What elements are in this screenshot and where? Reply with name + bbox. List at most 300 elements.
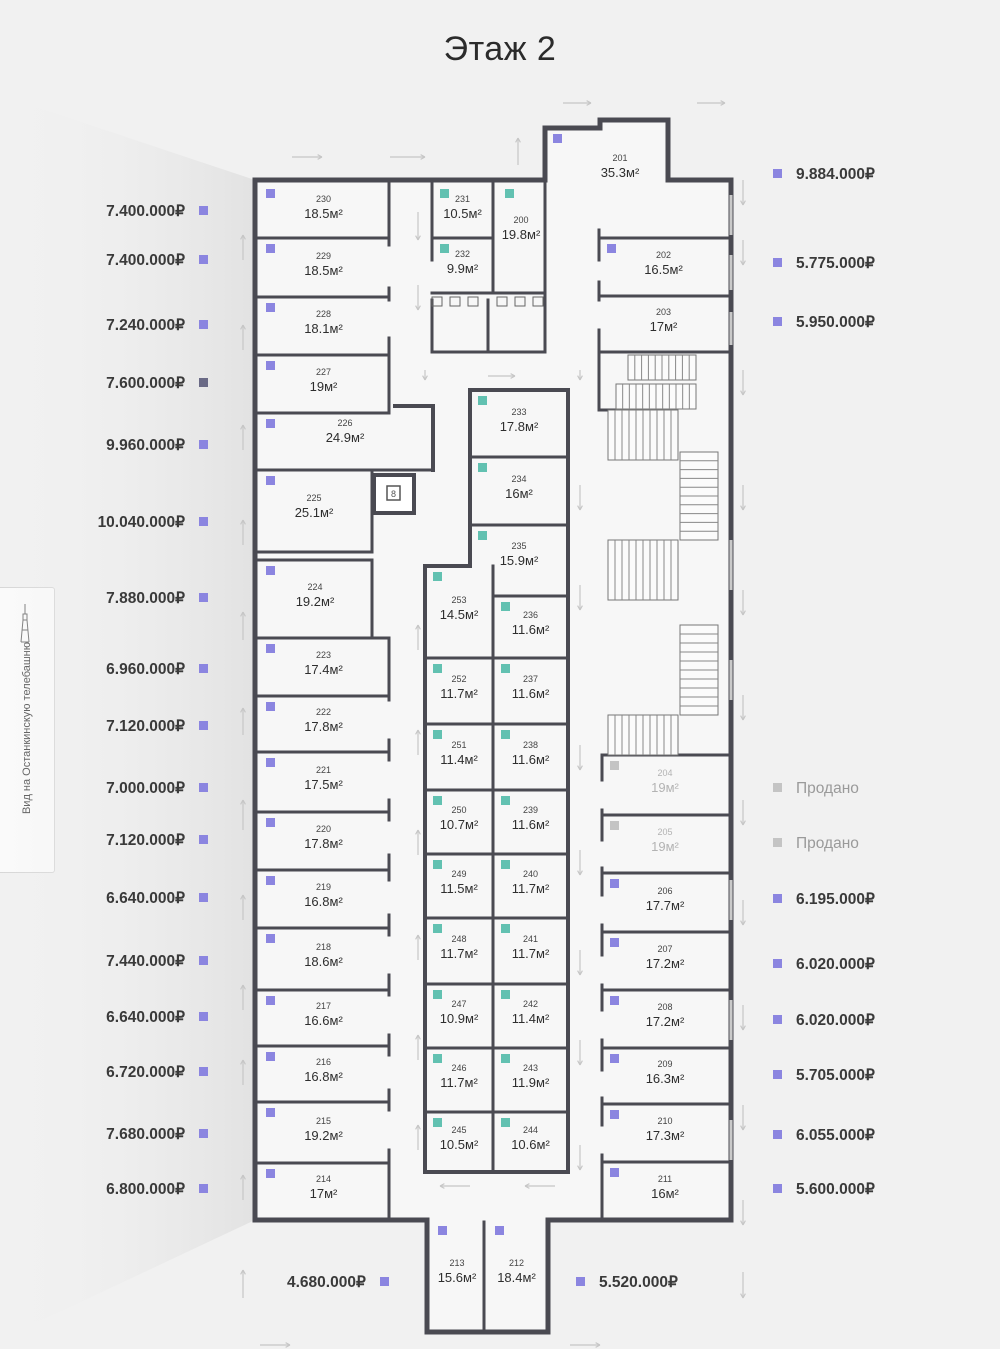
room-number: 253 [451, 595, 467, 605]
room-232[interactable] [432, 238, 493, 293]
room-number: 237 [522, 674, 539, 684]
room-206[interactable] [602, 873, 728, 932]
room-area: 19м² [651, 780, 679, 795]
price-room-229[interactable] [106, 251, 208, 270]
room-status-marker [266, 702, 275, 711]
price-text: 9.884.000₽ [796, 166, 875, 183]
room-area: 17м² [309, 1186, 338, 1201]
price-text: 7.880.000₽ [106, 590, 185, 607]
room-248[interactable] [425, 918, 493, 984]
price-room-202[interactable] [773, 254, 875, 273]
room-area: 11.5м² [440, 881, 478, 896]
floor-title: Этаж 2 [443, 30, 557, 68]
room-status-marker [266, 303, 275, 312]
room-area: 18.4м² [497, 1270, 536, 1285]
room-area: 17.2м² [645, 956, 685, 971]
room-area: 24.9м² [325, 430, 365, 445]
room-area: 10.5м² [439, 1137, 479, 1152]
room-status-marker [501, 602, 510, 611]
price-room-228[interactable] [106, 316, 208, 335]
room-status-marker [266, 361, 275, 370]
room-status-marker [266, 1169, 275, 1178]
room-number: 226 [337, 418, 353, 428]
room-area: 11.6м² [511, 686, 550, 701]
room-number: 224 [307, 582, 323, 592]
status-square-icon [773, 317, 782, 326]
status-square-icon [773, 1070, 782, 1079]
room-243[interactable] [493, 1048, 568, 1112]
room-number: 210 [657, 1116, 673, 1126]
room-area: 35.3м² [600, 165, 640, 180]
room-status-marker [266, 818, 275, 827]
price-text: 6.800.000₽ [106, 1181, 185, 1198]
room-247[interactable] [425, 984, 493, 1048]
room-area: 16.8м² [304, 894, 343, 909]
status-square-icon [199, 593, 208, 602]
room-area: 15.6м² [437, 1270, 477, 1285]
price-text: 6.640.000₽ [106, 1009, 185, 1026]
room-number: 218 [315, 942, 332, 952]
price-text: 4.680.000₽ [287, 1274, 366, 1291]
room-246[interactable] [425, 1048, 493, 1112]
price-room-230[interactable] [106, 202, 208, 221]
room-number: 217 [315, 1001, 332, 1011]
room-number: 211 [657, 1173, 673, 1184]
room-area: 11.4м² [511, 1011, 550, 1026]
price-text: 7.240.000₽ [106, 317, 185, 334]
room-231[interactable] [432, 183, 493, 238]
room-number: 202 [655, 250, 672, 260]
room-number: 252 [451, 674, 467, 684]
room-area: 17.5м² [304, 777, 343, 792]
room-status-marker [553, 134, 562, 143]
room-area: 11.7м² [440, 686, 478, 701]
price-text: 9.960.000₽ [106, 437, 185, 454]
room-249[interactable] [425, 854, 493, 918]
room-229[interactable] [258, 238, 389, 297]
room-area: 11.7м² [440, 1075, 478, 1090]
room-number: 214 [315, 1174, 332, 1184]
price-text: 6.640.000₽ [106, 890, 185, 907]
room-status-marker [433, 730, 442, 739]
room-area: 11.7м² [440, 946, 478, 961]
price-text: 6.195.000₽ [796, 891, 875, 908]
room-status-marker [610, 938, 619, 947]
price-room-208[interactable] [773, 1011, 875, 1030]
room-area: 11.7м² [511, 946, 550, 961]
room-203[interactable] [599, 296, 728, 352]
price-text: 7.120.000₽ [106, 832, 185, 849]
room-status-marker [433, 860, 442, 869]
room-210[interactable] [602, 1104, 728, 1162]
price-text: 5.950.000₽ [796, 314, 875, 331]
room-area: 10.6м² [511, 1137, 550, 1152]
room-area: 17.8м² [499, 418, 539, 434]
room-number: 236 [522, 610, 539, 620]
room-225[interactable] [258, 470, 372, 552]
room-status-marker [610, 1110, 619, 1119]
room-240[interactable] [493, 854, 568, 918]
room-status-marker [478, 531, 487, 540]
room-area: 19.2м² [304, 1127, 343, 1143]
room-area: 17.2м² [645, 1014, 685, 1029]
price-text: 7.120.000₽ [106, 718, 185, 735]
room-status-marker [501, 1118, 510, 1127]
room-area: 18.5м² [304, 262, 343, 278]
room-number: 222 [315, 707, 332, 717]
room-number: 203 [655, 307, 672, 317]
room-area: 16.5м² [644, 262, 683, 277]
status-square-icon [773, 258, 782, 267]
room-status-marker [505, 189, 514, 198]
room-number: 205 [657, 827, 673, 837]
room-area: 16м² [651, 1185, 679, 1201]
room-number: 220 [315, 824, 332, 834]
status-square-icon [199, 1184, 208, 1193]
price-room-220[interactable] [106, 831, 208, 850]
price-room-201[interactable] [773, 165, 875, 184]
room-251[interactable] [425, 724, 493, 790]
room-number: 209 [657, 1059, 673, 1069]
room-area: 17.8м² [304, 836, 343, 851]
price-room-227[interactable] [106, 374, 208, 393]
room-213[interactable] [430, 1220, 484, 1330]
room-status-marker [433, 572, 442, 581]
price-text: 7.000.000₽ [106, 780, 185, 797]
room-number: 229 [315, 250, 332, 261]
room-number: 241 [522, 934, 539, 944]
price-room-206[interactable] [773, 890, 875, 909]
room-200[interactable] [497, 183, 545, 257]
status-square-icon [199, 664, 208, 673]
room-number: 225 [306, 493, 322, 503]
room-status-marker [610, 1168, 619, 1177]
room-245[interactable] [425, 1112, 493, 1172]
room-status-marker [610, 821, 619, 830]
status-square-icon [199, 1067, 208, 1076]
price-text: 5.705.000₽ [796, 1067, 875, 1084]
room-status-marker [607, 244, 616, 253]
room-216[interactable] [258, 1046, 389, 1102]
room-218[interactable] [258, 928, 389, 990]
room-status-marker [438, 1226, 447, 1235]
room-234[interactable] [470, 457, 568, 525]
price-room-219[interactable] [106, 889, 208, 908]
room-220[interactable] [258, 812, 389, 870]
room-area: 19м² [651, 839, 679, 854]
room-number: 245 [451, 1125, 467, 1135]
room-205[interactable] [602, 815, 728, 873]
room-area: 15.9м² [499, 552, 539, 568]
room-number: 221 [315, 765, 332, 775]
status-square-icon [199, 206, 208, 215]
room-number: 239 [522, 805, 539, 815]
price-room-209[interactable] [773, 1066, 875, 1085]
price-room-221[interactable] [106, 779, 208, 798]
room-number: 246 [451, 1063, 467, 1073]
room-number: 212 [508, 1258, 525, 1268]
room-221[interactable] [258, 752, 389, 812]
room-status-marker [266, 876, 275, 885]
status-square-icon [773, 959, 782, 968]
room-area: 11.9м² [511, 1075, 550, 1090]
room-area: 19м² [309, 379, 338, 394]
room-number: 204 [657, 768, 673, 778]
room-242[interactable] [493, 984, 568, 1048]
status-square-icon [199, 956, 208, 965]
room-status-marker [610, 761, 619, 770]
room-number: 213 [449, 1258, 465, 1268]
room-status-marker [501, 860, 510, 869]
room-number: 215 [315, 1115, 332, 1126]
room-area: 18.1м² [304, 321, 343, 336]
room-number: 216 [315, 1057, 332, 1067]
room-238[interactable] [493, 724, 568, 790]
price-text: 6.960.000₽ [106, 661, 185, 678]
room-status-marker [266, 419, 275, 428]
room-number: 208 [657, 1002, 673, 1012]
price-room-204[interactable] [773, 780, 859, 798]
room-status-marker [501, 796, 510, 805]
room-status-marker [433, 990, 442, 999]
status-square-icon [773, 169, 782, 178]
room-209[interactable] [602, 1048, 728, 1104]
room-area: 19.8м² [501, 227, 541, 242]
room-status-marker [266, 934, 275, 943]
price-text: 5.600.000₽ [796, 1181, 875, 1198]
room-area: 11.4м² [440, 752, 478, 767]
room-204[interactable] [602, 755, 728, 815]
room-number: 223 [315, 650, 332, 660]
price-room-216[interactable] [106, 1063, 208, 1082]
room-area: 11.7м² [511, 881, 550, 896]
room-252[interactable] [425, 658, 493, 724]
room-233[interactable] [470, 390, 568, 457]
status-square-icon [773, 1130, 782, 1139]
room-status-marker [266, 1108, 275, 1117]
room-244[interactable] [493, 1112, 568, 1172]
room-number: 207 [657, 944, 673, 954]
room-status-marker [266, 189, 275, 198]
room-number: 251 [451, 740, 467, 750]
price-text: 5.520.000₽ [599, 1274, 678, 1291]
room-status-marker [610, 1054, 619, 1063]
room-status-marker [610, 996, 619, 1005]
room-status-marker [433, 924, 442, 933]
room-status-marker [266, 996, 275, 1005]
status-square-icon [380, 1277, 389, 1286]
room-number: 250 [451, 805, 467, 815]
price-room-218[interactable] [106, 952, 208, 971]
room-status-marker [266, 758, 275, 767]
room-number: 233 [511, 406, 527, 417]
price-room-217[interactable] [106, 1008, 208, 1027]
room-status-marker [266, 644, 275, 653]
price-room-214[interactable] [106, 1180, 208, 1199]
room-214[interactable] [258, 1163, 389, 1219]
status-square-icon [199, 835, 208, 844]
room-status-marker [266, 244, 275, 253]
status-square-icon [199, 1012, 208, 1021]
room-status-marker [495, 1226, 504, 1235]
room-status-marker [266, 1052, 275, 1061]
room-status-marker [501, 924, 510, 933]
room-area: 11.6м² [511, 752, 550, 767]
room-number: 231 [454, 193, 471, 204]
elevator-icon [374, 475, 414, 513]
room-status-marker [478, 463, 487, 472]
room-area: 18.6м² [304, 954, 343, 969]
room-area: 11.6м² [511, 817, 550, 832]
price-text: 6.720.000₽ [106, 1064, 185, 1081]
room-number: 228 [315, 309, 332, 319]
room-area: 10.9м² [439, 1011, 479, 1026]
room-area: 14.5м² [439, 607, 479, 622]
room-status-marker [266, 476, 275, 485]
room-207[interactable] [602, 932, 728, 990]
room-area: 25.1м² [294, 505, 334, 520]
status-square-icon [199, 440, 208, 449]
room-230[interactable] [258, 183, 389, 238]
room-222[interactable] [258, 696, 389, 752]
status-square-icon [199, 378, 208, 387]
price-text: 7.600.000₽ [106, 375, 185, 392]
status-square-icon [576, 1277, 585, 1286]
room-number: 238 [522, 740, 539, 750]
svg-text:8: 8 [390, 489, 397, 499]
room-224[interactable] [258, 560, 372, 638]
room-number: 227 [315, 367, 332, 377]
room-211[interactable] [602, 1162, 728, 1219]
status-square-icon [199, 1129, 208, 1138]
room-status-marker [501, 664, 510, 673]
room-number: 206 [657, 885, 673, 896]
room-217[interactable] [258, 990, 389, 1046]
price-text: Продано [796, 780, 859, 797]
room-number: 240 [522, 869, 539, 879]
room-status-marker [433, 664, 442, 673]
room-status-marker [610, 879, 619, 888]
price-text: 6.020.000₽ [796, 956, 875, 973]
room-number: 243 [522, 1063, 539, 1073]
price-room-222[interactable] [106, 717, 208, 736]
room-status-marker [433, 1054, 442, 1063]
room-area: 19.2м² [295, 594, 335, 609]
price-text: 7.400.000₽ [106, 203, 185, 220]
room-number: 219 [315, 882, 332, 892]
room-253[interactable] [425, 566, 493, 658]
room-226[interactable] [258, 413, 433, 470]
room-number: 234 [511, 474, 527, 484]
room-area: 17.3м² [645, 1128, 685, 1143]
room-area: 16.6м² [304, 1013, 343, 1028]
room-status-marker [501, 990, 510, 999]
price-text: 6.055.000₽ [796, 1127, 875, 1144]
room-236[interactable] [493, 596, 568, 658]
status-square-icon [773, 783, 782, 792]
price-text: 5.775.000₽ [796, 255, 875, 272]
room-status-marker [478, 396, 487, 405]
status-square-icon [199, 721, 208, 730]
status-square-icon [773, 838, 782, 847]
price-text: 7.680.000₽ [106, 1126, 185, 1143]
status-square-icon [773, 1015, 782, 1024]
room-area: 16.8м² [304, 1069, 343, 1084]
price-room-210[interactable] [773, 1126, 875, 1145]
room-number: 230 [315, 193, 332, 204]
price-room-226[interactable] [106, 436, 208, 455]
room-area: 11.6м² [511, 622, 550, 637]
status-square-icon [199, 893, 208, 902]
status-square-icon [199, 517, 208, 526]
price-text: 7.400.000₽ [106, 252, 185, 269]
room-241[interactable] [493, 918, 568, 984]
price-room-224[interactable] [106, 589, 208, 608]
room-223[interactable] [258, 638, 389, 696]
room-number: 232 [454, 248, 471, 259]
price-text: Продано [796, 835, 859, 852]
room-area: 17.7м² [645, 897, 685, 913]
room-area: 10.5м² [443, 205, 482, 221]
status-square-icon [199, 783, 208, 792]
room-202[interactable] [599, 238, 728, 296]
room-number: 249 [451, 869, 467, 879]
price-text: 10.040.000₽ [97, 514, 185, 531]
room-area: 18.5м² [304, 205, 343, 221]
price-room-223[interactable] [106, 660, 208, 679]
price-room-203[interactable] [773, 313, 875, 332]
room-219[interactable] [258, 870, 389, 928]
status-square-icon [773, 1184, 782, 1193]
room-area: 10.7м² [439, 817, 479, 832]
price-room-207[interactable] [773, 955, 875, 974]
room-227[interactable] [258, 355, 389, 413]
price-text: 6.020.000₽ [796, 1012, 875, 1029]
status-square-icon [199, 320, 208, 329]
room-area: 17м² [649, 319, 678, 334]
room-number: 244 [522, 1125, 539, 1135]
room-area: 16.3м² [645, 1071, 685, 1086]
room-201[interactable] [545, 128, 668, 180]
room-status-marker [433, 796, 442, 805]
room-status-marker [501, 730, 510, 739]
price-room-215[interactable] [106, 1125, 208, 1144]
status-square-icon [773, 894, 782, 903]
room-237[interactable] [493, 658, 568, 724]
price-text: 7.440.000₽ [106, 953, 185, 970]
room-number: 248 [451, 934, 467, 944]
room-239[interactable] [493, 790, 568, 854]
price-room-212[interactable] [576, 1273, 678, 1292]
room-area: 17.4м² [304, 662, 343, 677]
room-status-marker [266, 566, 275, 575]
room-250[interactable] [425, 790, 493, 854]
room-number: 235 [511, 540, 527, 551]
room-number: 201 [612, 153, 628, 163]
room-208[interactable] [602, 990, 728, 1048]
price-room-213[interactable] [287, 1273, 389, 1292]
price-room-225[interactable] [98, 513, 208, 532]
room-number: 247 [451, 999, 467, 1009]
price-room-211[interactable] [773, 1180, 875, 1199]
room-status-marker [501, 1054, 510, 1063]
room-number: 200 [513, 215, 529, 225]
room-228[interactable] [258, 297, 389, 355]
price-room-205[interactable] [773, 835, 859, 853]
room-212[interactable] [487, 1220, 546, 1330]
room-area: 9.9м² [446, 260, 479, 276]
room-215[interactable] [258, 1102, 389, 1163]
